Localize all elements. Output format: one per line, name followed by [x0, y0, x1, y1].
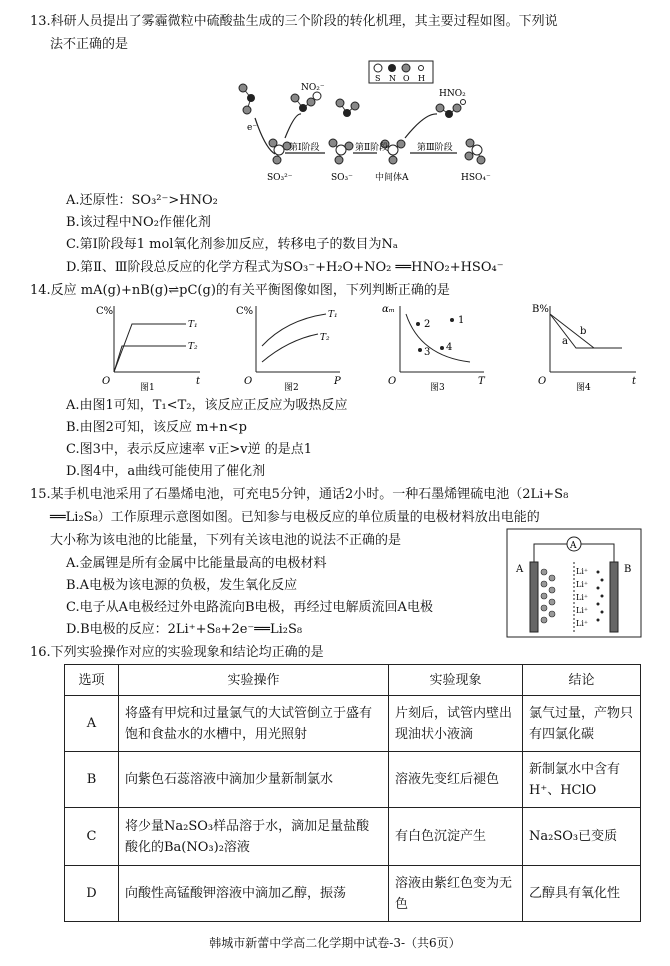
fig1-xlabel: t	[196, 376, 201, 387]
fig2-xlabel: P	[334, 376, 341, 387]
battery-ion-1: Li⁺	[576, 567, 589, 576]
fig2-origin: O	[244, 376, 253, 387]
q15-stem-line2: ══Li₂S₈）工作原理示意图如图。已知参与电极反应的单位质量的电极材料放出电能的	[50, 510, 540, 525]
label-hno2: HNO₂	[439, 89, 466, 99]
q14-option-c: C.图3中，表示反应速率 v正>v逆 的是点1	[66, 442, 313, 457]
table-cell: Na₂SO₃已变质	[523, 808, 641, 866]
table-row	[65, 866, 641, 922]
legend-s: S	[375, 74, 381, 83]
table-cell: 向紫色石蕊溶液中滴加少量新制氯水	[119, 752, 389, 808]
table-cell: 向酸性高锰酸钾溶液中滴加乙醇，振荡	[119, 866, 389, 922]
q14-option-a: A.由图1可知，T₁<T₂，该反应正反应为吸热反应	[66, 398, 348, 413]
fig4-xlabel: t	[632, 376, 637, 387]
q13-option-b: B.该过程中NO₂作催化剂	[66, 215, 211, 230]
battery-ion-3: Li⁺	[576, 593, 589, 602]
fig3-origin: O	[388, 376, 397, 387]
fig2-ylabel: C%	[236, 306, 254, 317]
table-cell: 溶液由紫红色变为无色	[389, 866, 523, 922]
table-header: 实验操作	[119, 665, 389, 696]
table-cell: 有白色沉淀产生	[389, 808, 523, 866]
q13-option-a: A.还原性：SO₃²⁻>HNO₂	[66, 193, 218, 208]
q14-fig2	[236, 300, 346, 392]
table-header: 实验现象	[389, 665, 523, 696]
label-stage2: 第Ⅱ阶段	[355, 143, 389, 153]
battery-ion-5: Li⁺	[576, 619, 589, 628]
fig3-xlabel: T	[478, 376, 485, 387]
label-so3-2minus: SO₃²⁻	[267, 173, 293, 183]
table-header: 选项	[65, 665, 119, 696]
fig4-caption: 图4	[576, 383, 591, 393]
table-row	[65, 808, 641, 866]
q14-fig3	[380, 300, 490, 392]
label-hso4-minus: HSO₄⁻	[461, 173, 491, 183]
q13-option-c: C.第Ⅰ阶段每1 mol氧化剂参加反应，转移电子的数目为Nₐ	[66, 237, 398, 252]
q13-stem-line1: 13.科研人员提出了雾霾微粒中硫酸盐生成的三个阶段的转化机理，其主要过程如图。下列说	[30, 14, 558, 29]
fig3-caption: 图3	[430, 383, 445, 393]
table-cell: 将盛有甲烷和过量氯气的大试管倒立于盛有饱和食盐水的水槽中，用光照射	[119, 696, 389, 752]
fig1-ylabel: C%	[96, 306, 114, 317]
q15-stem-line3: 大小称为该电池的比能量，下列有关该电池的说法不正确的是	[50, 533, 402, 548]
table-cell: C	[65, 808, 119, 866]
table-cell: 乙醇具有氧化性	[523, 866, 641, 922]
q14-stem: 14.反应 mA(g)+nB(g)⇌pC(g)的有关平衡图像如图，下列判断正确的是	[30, 283, 450, 298]
fig1-caption: 图1	[140, 383, 155, 393]
fig3-point-4: 4	[446, 342, 453, 353]
q14-fig1	[96, 300, 206, 392]
q15-option-b: B.A电极为该电源的负极，发生氧化反应	[66, 578, 298, 593]
fig3-point-3: 3	[424, 347, 431, 358]
table-cell: 氯气过量，产物只有四氯化碳	[523, 696, 641, 752]
fig3-point-2: 2	[424, 319, 431, 330]
q16-table	[64, 664, 641, 922]
fig1-curve-t1: T₁	[188, 320, 198, 330]
table-cell: 片刻后，试管内壁出现油状小液滴	[389, 696, 523, 752]
q15-option-a: A.金属锂是所有金属中比能量最高的电极材料	[66, 556, 327, 571]
table-cell: 新制氯水中含有H⁺、HClO	[523, 752, 641, 808]
battery-ion-2: Li⁺	[576, 580, 589, 589]
table-cell: 将少量Na₂SO₃样品溶于水，滴加足量盐酸酸化的Ba(NO₃)₂溶液	[119, 808, 389, 866]
legend-o: O	[403, 74, 410, 83]
q15-option-c: C.电子从A电极经过外电路流向B电极，再经过电解质流回A电极	[66, 600, 433, 615]
battery-electrode-b: B	[624, 564, 632, 575]
table-cell: A	[65, 696, 119, 752]
battery-meter-label: A	[570, 541, 577, 551]
q13-mechanism-figure	[225, 58, 491, 186]
fig2-caption: 图2	[284, 383, 299, 393]
fig1-curve-t2: T₂	[188, 342, 198, 352]
table-header: 结论	[523, 665, 641, 696]
battery-electrode-a: A	[516, 564, 524, 575]
table-row	[65, 696, 641, 752]
fig2-curve-t2: T₂	[320, 333, 330, 343]
legend-h: H	[418, 74, 425, 83]
table-cell: D	[65, 866, 119, 922]
label-stage3: 第Ⅲ阶段	[417, 143, 453, 153]
battery-ion-4: Li⁺	[576, 606, 589, 615]
label-so3-minus: SO₃⁻	[331, 173, 353, 183]
fig2-curve-t1: T₁	[328, 310, 338, 320]
table-cell: B	[65, 752, 119, 808]
fig1-origin: O	[102, 376, 111, 387]
q16-stem: 16.下列实验操作对应的实验现象和结论均正确的是	[30, 645, 324, 660]
q14-option-d: D.图4中，a曲线可能使用了催化剂	[66, 464, 266, 479]
label-electron: e⁻	[247, 123, 258, 133]
fig3-point-1: 1	[458, 315, 465, 326]
table-header-row	[65, 665, 641, 696]
table-row	[65, 752, 641, 808]
table-cell: 溶液先变红后褪色	[389, 752, 523, 808]
fig4-curve-b: b	[580, 326, 587, 337]
label-intermediate-a: 中间体A	[375, 173, 409, 183]
q13-stem-line2: 法不正确的是	[50, 37, 129, 52]
q15-option-d: D.B电极的反应：2Li⁺+S₈+2e⁻══Li₂S₈	[66, 622, 303, 637]
q15-stem-line1: 15.某手机电池采用了石墨烯电池，可充电5分钟，通话2小时。一种石墨烯锂硫电池（2Li+S₈	[30, 487, 569, 502]
label-stage1: 第Ⅰ阶段	[289, 143, 320, 153]
q14-option-b: B.由图2可知，该反应 m+n<p	[66, 420, 247, 435]
fig4-ylabel: B%	[532, 304, 549, 315]
fig3-ylabel: αₘ	[382, 304, 395, 315]
q13-legend	[369, 61, 433, 83]
q14-fig4	[532, 300, 642, 392]
q15-battery-figure	[506, 528, 642, 638]
q13-option-d: D.第Ⅱ、Ⅲ阶段总反应的化学方程式为SO₃⁻+H₂O+NO₂ ══HNO₂+HSO₄⁻	[66, 260, 504, 275]
page-footer: 韩城市新蕾中学高二化学期中试卷-3-（共6页）	[209, 936, 461, 950]
legend-n: N	[389, 74, 396, 83]
label-no2-minus: NO₂⁻	[301, 83, 325, 93]
fig4-curve-a: a	[562, 336, 568, 347]
fig4-origin: O	[538, 376, 547, 387]
